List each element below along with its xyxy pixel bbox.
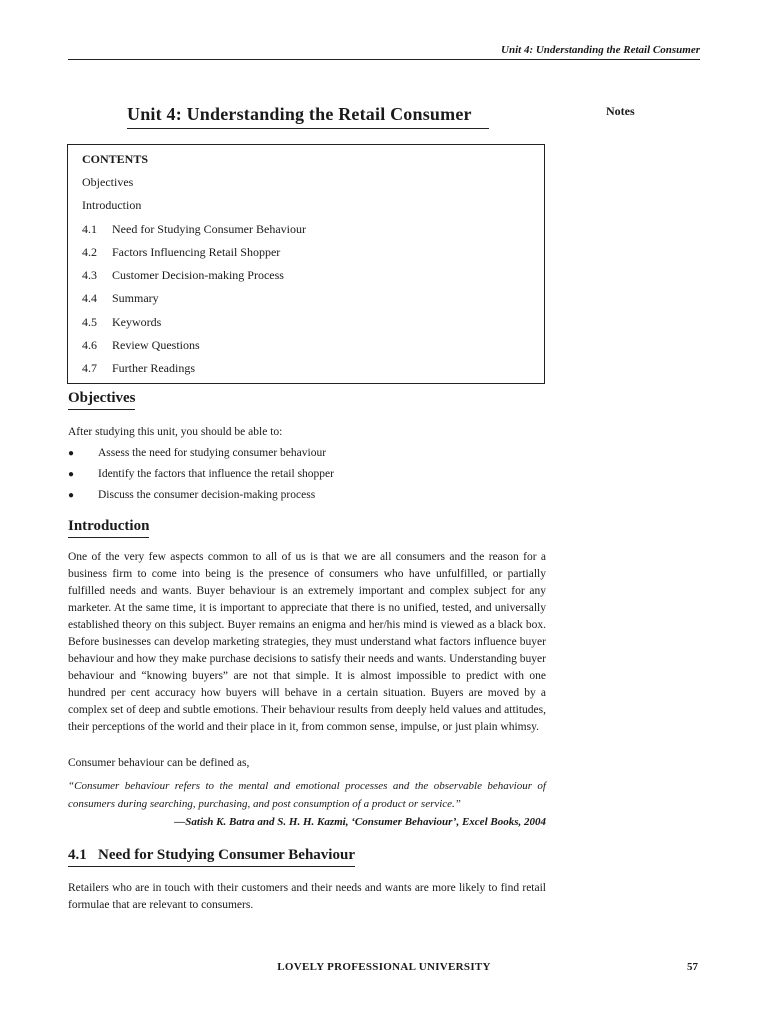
contents-item — [82, 197, 530, 220]
contents-item — [82, 244, 530, 267]
contents-item-number: 4.2 — [82, 244, 97, 259]
contents-item-label: Review Questions — [112, 338, 200, 353]
contents-item-label: Further Readings — [112, 361, 195, 376]
contents-item-label: Factors Influencing Retail Shopper — [112, 244, 281, 259]
bullet-icon: ● — [68, 448, 75, 459]
introduction-body: One of the very few aspects common to all of us is that we are all consumers and the reason for a business firm to come into being is the presence of consumers who have unfulfilled, or partially fulfilled needs and wants. Buyer behaviour is an extremely important and complex subject for any marketer. At the same time, it is important to appreciate that there is no unified, tested, and universally established theory on this subject. Buyer remains an enigma and her/his mind is viewed as a black box. Before businesses can develop marketing strategies, they must understand what factors influence buyer behaviour and how they make purchase decisions to satisfy their needs and wants. Understanding buyer behaviour and “knowing buyers” are not that simple. It is almost impossible to predict with one hundred per cent accuracy how buyers will behave in a certain situation. Buyers are moved by a complex set of deep and subtle emotions. Their behaviour results from deeply held values and attitudes, their perceptions of the world and their place in it, from common sense, impulse, or just plain whimsy. — [68, 551, 546, 733]
contents-item-label: Summary — [112, 291, 159, 306]
quote-citation: —Satish K. Batra and S. H. H. Kazmi, ‘Consumer Behaviour’, Excel Books, 2004 — [174, 816, 546, 828]
contents-item-label: Customer Decision-making Process — [112, 268, 284, 283]
contents-item — [82, 314, 530, 337]
objectives-lead: After studying this unit, you should be able to: — [68, 426, 283, 438]
section-title: Need for Studying Consumer Behaviour — [98, 847, 355, 863]
objectives-list — [68, 445, 334, 508]
bullet-icon: ● — [68, 490, 75, 501]
section-number: 4.1 — [68, 847, 87, 863]
contents-item-label: Introduction — [82, 198, 142, 213]
objective-text: Identify the factors that influence the retail shopper — [98, 468, 334, 480]
contents-item — [82, 221, 530, 244]
contents-item-number: 4.7 — [82, 361, 97, 376]
section-4-1-body: Retailers who are in touch with their customers and their needs and wants are more likely to find retail formulae that are relevant to consumers. — [68, 882, 546, 911]
contents-item — [82, 174, 530, 197]
contents-item-number: 4.4 — [82, 291, 97, 306]
running-head: Unit 4: Understanding the Retail Consumer — [501, 44, 700, 56]
page-number: 57 — [687, 961, 698, 973]
objective-item — [68, 466, 334, 487]
objective-item — [68, 487, 334, 508]
objective-text: Discuss the consumer decision-making process — [98, 489, 316, 501]
contents-box — [67, 144, 545, 384]
contents-item-number: 4.1 — [82, 221, 97, 236]
bullet-icon: ● — [68, 469, 75, 480]
contents-item — [82, 360, 530, 383]
contents-item-number: 4.3 — [82, 268, 97, 283]
contents-item — [82, 267, 530, 290]
section-4-1-heading — [68, 847, 355, 867]
contents-item-number: 4.6 — [82, 338, 97, 353]
objective-text: Assess the need for studying consumer behaviour — [98, 447, 327, 459]
contents-item-label: Need for Studying Consumer Behaviour — [112, 221, 306, 236]
introduction-heading: Introduction — [68, 518, 149, 538]
contents-item-number: 4.5 — [82, 314, 97, 329]
contents-item — [82, 290, 530, 313]
contents-item — [82, 337, 530, 360]
definition-quote: “Consumer behaviour refers to the mental and emotional processes and the observable behaviour of consumers during searching, purchasing, and post consumption of a product or service.” — [68, 780, 546, 810]
header-rule — [68, 59, 700, 60]
contents-heading: CONTENTS — [82, 152, 149, 166]
definition-lead: Consumer behaviour can be defined as, — [68, 757, 250, 769]
footer-university: LOVELY PROFESSIONAL UNIVERSITY — [277, 961, 491, 973]
objective-item — [68, 445, 334, 466]
contents-item-label: Keywords — [112, 314, 162, 329]
contents-item-label: Objectives — [82, 175, 134, 189]
unit-title: Unit 4: Understanding the Retail Consumer — [127, 104, 489, 129]
notes-label: Notes — [606, 104, 635, 118]
objectives-heading: Objectives — [68, 390, 135, 410]
